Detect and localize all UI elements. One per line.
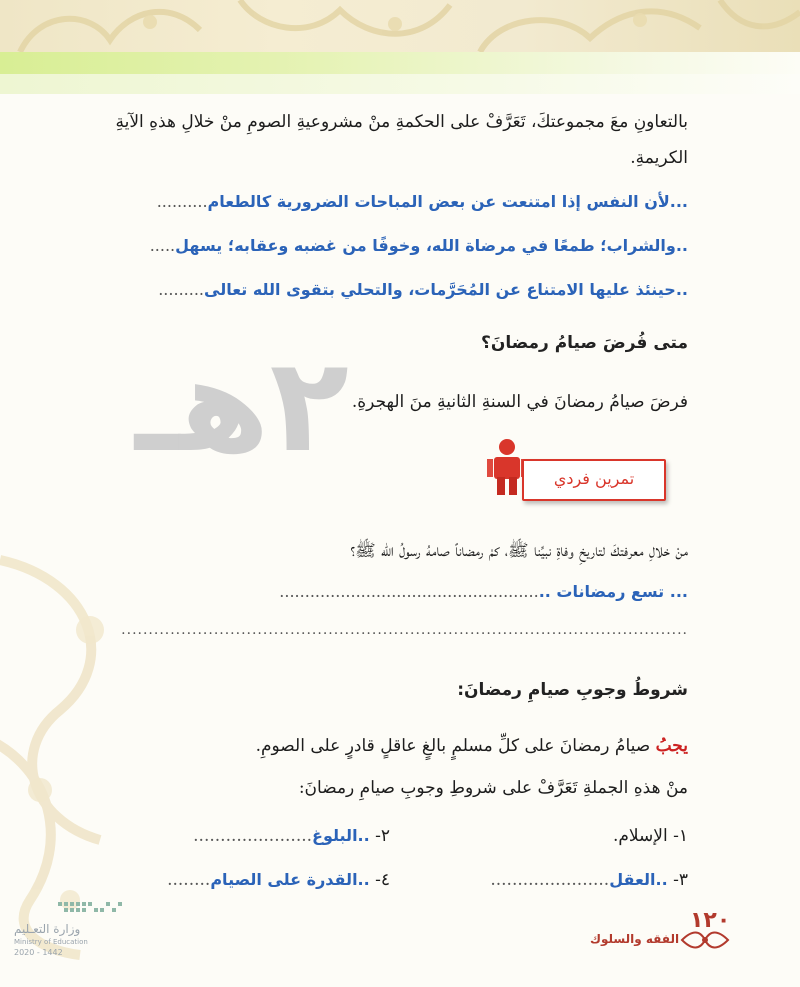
ministry-name-en: Ministry of Education <box>14 938 88 946</box>
exercise-answer-dots: ................................................... <box>279 582 539 601</box>
answer-line-2[interactable] <box>150 236 688 255</box>
condition-4-dots: ........ <box>167 870 211 890</box>
answer-line-2-dots: ..... <box>149 236 176 255</box>
section-question-heading: متى فُرضَ صيامُ رمضانَ؟ <box>480 333 688 353</box>
exercise-box <box>522 459 666 501</box>
condition-item-3[interactable] <box>490 870 688 890</box>
condition-item-2[interactable] <box>193 826 390 846</box>
answer-line-3-text: ..حينئذ عليها الامتناع عن المُحَرَّمات، والتحلي بتقوى الله تعالى <box>204 280 688 299</box>
page-number: ١٢٠ <box>690 908 731 933</box>
answer-line-1-text: ...لأن النفس إذا امتنعت عن بعض المباحات الضرورية كالطعام <box>207 192 688 211</box>
condition-4-num: ٤- <box>375 870 390 890</box>
answer-line-3[interactable] <box>158 280 688 299</box>
conditions-rule <box>256 736 688 756</box>
exercise-label-badge <box>482 437 672 507</box>
chapter-watermark <box>92 330 392 480</box>
rule-keyword: يجبُ <box>655 736 688 756</box>
ministry-name-ar: وزارة التعـليم <box>14 922 81 936</box>
exercise-question: منْ خلالِ معرفتكَ لتاريخِ وفاةِ نبيِّنا ﷺ، كمْ رمضاناً صامهُ رسولُ الله ﷺ؟ <box>350 541 688 561</box>
section-answer: فرضَ صيامُ رمضانَ في السنةِ الثانيةِ منَ الهجرةِ. <box>351 392 688 412</box>
exercise-answer: ... تسع رمضانات .. <box>538 582 688 601</box>
ministry-logo-icon <box>58 898 128 920</box>
intro-line-2: الكريمةِ. <box>630 148 688 168</box>
rule-text: صيامُ رمضانَ على كلِّ مسلمٍ بالغٍ عاقلٍ قادرٍ على الصومِ. <box>255 736 656 756</box>
condition-item-4[interactable] <box>167 870 390 890</box>
top-ornament-band <box>0 0 800 52</box>
conditions-instruction: منْ هذهِ الجملةِ تَعَرَّفْ على شروطِ وجوبِ صيامِ رمضانَ: <box>298 778 688 798</box>
answer-line-2-text: ..والشراب؛ طمعًا في مرضاة الله، وخوفًا من غضبه وعقابه؛ يسهل <box>175 236 688 255</box>
exercise-blank-line[interactable]: ........................................................................................................ <box>121 622 688 638</box>
condition-1-text: الإسلام. <box>612 826 668 846</box>
answer-line-1-dots: .......... <box>156 192 208 211</box>
condition-3-num: ٣- <box>673 870 688 890</box>
watermark-text: ٢هـ <box>135 330 349 480</box>
answer-line-3-dots: ......... <box>158 280 204 299</box>
condition-2-dots: ...................... <box>193 826 313 846</box>
condition-3-text: ..العقل <box>609 870 668 889</box>
condition-item-1 <box>613 826 688 846</box>
ministry-logo <box>10 896 130 966</box>
condition-1-num: ١- <box>673 826 688 846</box>
conditions-heading: شروطُ وجوبِ صيامِ رمضانَ: <box>457 680 688 700</box>
exercise-label: تمرين فردي <box>553 469 635 488</box>
condition-4-text: ..القدرة على الصيام <box>210 870 370 889</box>
condition-2-text: ..البلوغ <box>312 826 370 845</box>
intro-line-1: بالتعاونِ معَ مجموعتكَ، تَعَرَّفْ على الحكمةِ منْ مشروعيةِ الصومِ منْ خلالِ هذهِ الآيةِ <box>115 112 688 132</box>
ministry-year: 2020 - 1442 <box>14 948 63 957</box>
condition-3-dots: ...................... <box>490 870 610 890</box>
green-header-stripe <box>0 52 800 74</box>
exercise-answer-line[interactable] <box>279 582 688 601</box>
condition-2-num: ٢- <box>375 826 390 846</box>
answer-line-1[interactable] <box>157 192 688 211</box>
green-header-stripe-light <box>0 74 800 94</box>
subject-title: الفقه والسلوك <box>590 932 680 946</box>
